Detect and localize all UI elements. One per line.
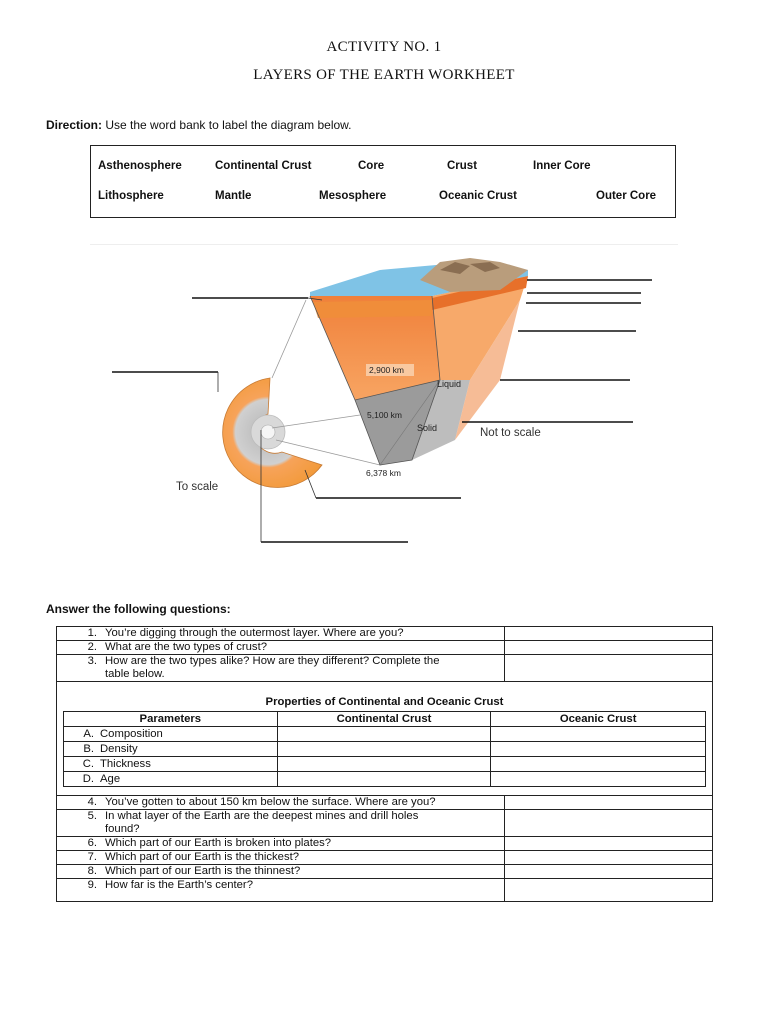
question-number: 3. bbox=[87, 655, 97, 667]
parameter-cell bbox=[64, 727, 278, 742]
question-text: You’re digging through the outermost layer. Where are you? bbox=[105, 627, 404, 639]
question-row bbox=[57, 865, 713, 879]
question-text: What are the two types of crust? bbox=[105, 641, 267, 653]
parameter-name: Age bbox=[100, 773, 121, 785]
question-cell bbox=[57, 655, 505, 682]
question-cell bbox=[57, 641, 505, 655]
direction-line bbox=[46, 118, 352, 132]
parameter-cell bbox=[64, 742, 278, 757]
word-bank-term: Outer Core bbox=[596, 190, 657, 202]
answer-cell[interactable] bbox=[505, 879, 713, 902]
direction-text: Use the word bank to label the diagram below. bbox=[105, 118, 352, 132]
properties-table-row bbox=[64, 757, 706, 772]
half-earth-cross-section bbox=[223, 378, 322, 487]
parameter-letter: B. bbox=[83, 743, 94, 755]
depth-label: 5,100 km bbox=[367, 410, 402, 420]
word-bank bbox=[90, 145, 676, 218]
properties-header: Oceanic Crust bbox=[491, 712, 706, 727]
properties-title: Properties of Continental and Oceanic Crust bbox=[265, 696, 504, 708]
answer-cell[interactable] bbox=[505, 627, 713, 641]
properties-table bbox=[63, 711, 706, 787]
question-text: Which part of our Earth is broken into plates? bbox=[105, 837, 332, 849]
answer-cell[interactable] bbox=[505, 865, 713, 879]
depth-label: 2,900 km bbox=[369, 365, 404, 375]
question-row bbox=[57, 837, 713, 851]
answer-cell[interactable] bbox=[505, 810, 713, 837]
properties-table-row bbox=[64, 772, 706, 787]
question-text: Which part of our Earth is the thickest? bbox=[105, 851, 300, 863]
parameter-name: Composition bbox=[100, 728, 163, 740]
oceanic-answer-cell[interactable] bbox=[491, 757, 706, 772]
properties-header: Continental Crust bbox=[277, 712, 491, 727]
question-cell bbox=[57, 837, 505, 851]
direction-label: Direction: bbox=[46, 118, 103, 132]
question-text: How are the two types alike? How are they different? Complete the bbox=[105, 655, 440, 667]
answer-cell[interactable] bbox=[505, 641, 713, 655]
question-row bbox=[57, 627, 713, 641]
question-cell bbox=[57, 879, 505, 902]
answer-cell[interactable] bbox=[505, 655, 713, 682]
not-to-scale-label: Not to scale bbox=[480, 427, 541, 439]
question-text: In what layer of the Earth are the deepest mines and drill holes bbox=[105, 810, 419, 822]
continental-answer-cell[interactable] bbox=[277, 772, 491, 787]
answer-cell[interactable] bbox=[505, 851, 713, 865]
word-bank-term: Mesosphere bbox=[319, 190, 387, 202]
question-number: 9. bbox=[87, 879, 97, 891]
parameter-cell bbox=[64, 772, 278, 787]
question-cell bbox=[57, 851, 505, 865]
properties-header: Parameters bbox=[64, 712, 278, 727]
question-text: You’ve gotten to about 150 km below the surface. Where are you? bbox=[105, 796, 436, 808]
question-number: 6. bbox=[87, 837, 97, 849]
questions-table bbox=[56, 626, 713, 902]
word-bank-term: Core bbox=[358, 160, 385, 172]
word-bank-term: Oceanic Crust bbox=[439, 190, 517, 202]
word-bank-term: Continental Crust bbox=[215, 160, 312, 172]
word-bank-term: Lithosphere bbox=[98, 190, 164, 202]
question-row bbox=[57, 810, 713, 837]
continental-answer-cell[interactable] bbox=[277, 727, 491, 742]
parameter-name: Thickness bbox=[100, 758, 151, 770]
question-row bbox=[57, 796, 713, 810]
properties-cell bbox=[57, 682, 713, 796]
question-text: How far is the Earth’s center? bbox=[105, 879, 253, 891]
questions-heading: Answer the following questions: bbox=[46, 602, 231, 616]
to-scale-label: To scale bbox=[176, 481, 219, 493]
parameter-cell bbox=[64, 757, 278, 772]
question-cell bbox=[57, 627, 505, 641]
question-row bbox=[57, 879, 713, 902]
question-number: 4. bbox=[87, 796, 97, 808]
continental-answer-cell[interactable] bbox=[277, 757, 491, 772]
question-row bbox=[57, 641, 713, 655]
earth-layers-diagram bbox=[100, 252, 660, 552]
depth-label: 6,378 km bbox=[366, 468, 401, 478]
question-row bbox=[57, 655, 713, 682]
parameter-letter: D. bbox=[82, 773, 94, 785]
word-bank-term: Asthenosphere bbox=[98, 160, 182, 172]
question-number: 5. bbox=[87, 810, 97, 822]
question-cell bbox=[57, 865, 505, 879]
parameter-letter: C. bbox=[82, 758, 94, 770]
word-bank-term: Crust bbox=[447, 160, 478, 172]
continental-answer-cell[interactable] bbox=[277, 742, 491, 757]
question-cell bbox=[57, 796, 505, 810]
question-text-cont: found? bbox=[105, 823, 140, 835]
oceanic-answer-cell[interactable] bbox=[491, 772, 706, 787]
liquid-label: Liquid bbox=[437, 379, 462, 389]
question-number: 2. bbox=[87, 641, 97, 653]
worksheet-title: LAYERS OF THE EARTH WORKHEET bbox=[253, 67, 515, 83]
activity-title: ACTIVITY NO. 1 bbox=[326, 39, 442, 55]
word-bank-term: Inner Core bbox=[533, 160, 591, 172]
parameter-letter: A. bbox=[83, 728, 94, 740]
question-text-cont: table below. bbox=[105, 668, 165, 680]
properties-table-row bbox=[64, 742, 706, 757]
properties-table-row bbox=[64, 727, 706, 742]
answer-cell[interactable] bbox=[505, 837, 713, 851]
answer-cell[interactable] bbox=[505, 796, 713, 810]
parameter-name: Density bbox=[100, 743, 138, 755]
question-cell bbox=[57, 810, 505, 837]
solid-label: Solid bbox=[417, 423, 438, 433]
question-row bbox=[57, 851, 713, 865]
word-bank-term: Mantle bbox=[215, 190, 252, 202]
divider bbox=[90, 244, 678, 245]
properties-row bbox=[57, 682, 713, 796]
question-text: Which part of our Earth is the thinnest? bbox=[105, 865, 301, 877]
oceanic-answer-cell[interactable] bbox=[491, 742, 706, 757]
question-number: 7. bbox=[87, 851, 97, 863]
oceanic-answer-cell[interactable] bbox=[491, 727, 706, 742]
question-number: 8. bbox=[87, 865, 97, 877]
question-number: 1. bbox=[87, 627, 97, 639]
